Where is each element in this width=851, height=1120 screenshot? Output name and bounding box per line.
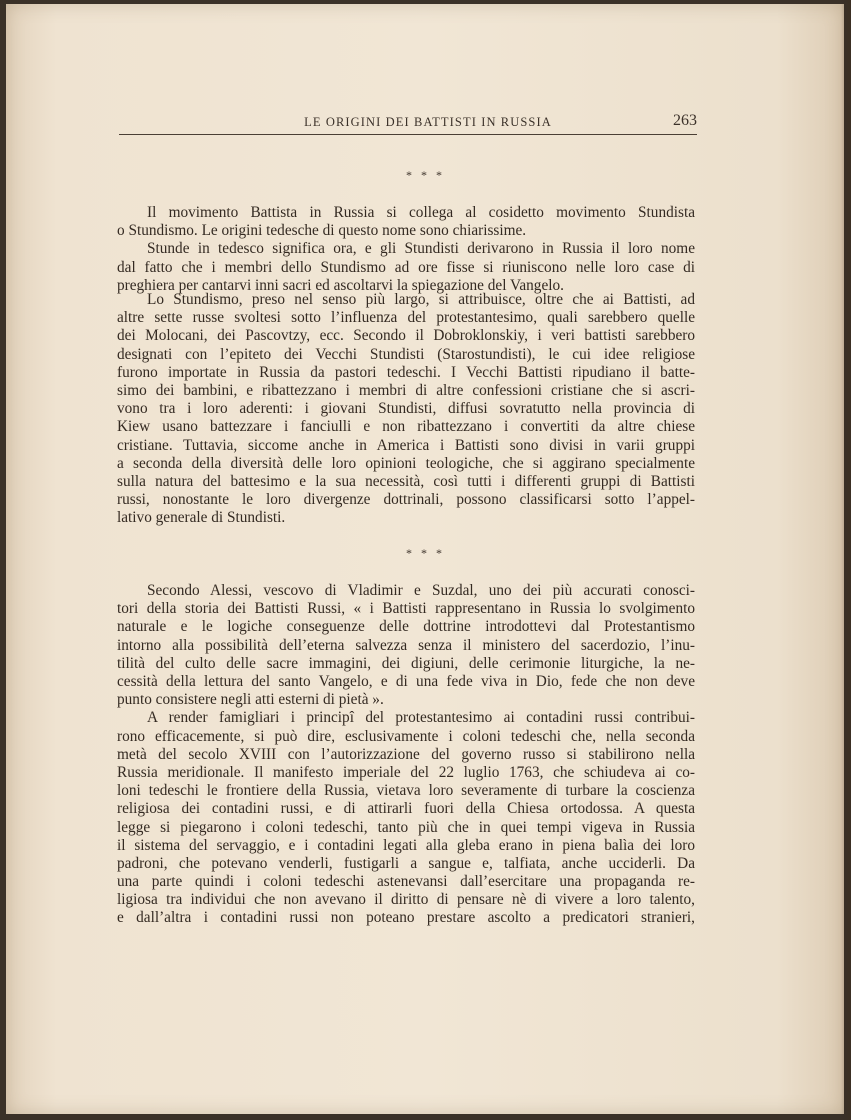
text-line: simo dei bambini, e ribattezzano i membri di altre confessioni cristiane che si ascri- (117, 381, 695, 399)
text-line: religiosa dei contadini russi, e di attirarli fuori della Chiesa ortodossa. A questa (117, 800, 695, 818)
text-line: dal fatto che i membri dello Stundismo ad ore fisse si riuniscono nelle loro case di (117, 258, 695, 276)
text-line: loni tedeschi le frontiere della Russia, vietava loro severamente di turbare la coscienza (117, 782, 695, 800)
text-line: Il movimento Battista in Russia si collega al cosidetto movimento Stundista (147, 204, 695, 221)
text-line: furono importate in Russia da pastori tedeschi. I Vecchi Battisti ripudiano il batte- (117, 363, 695, 381)
text-line: Lo Stundismo, preso nel senso più largo, si attribuisce, oltre che ai Battisti, ad (147, 291, 695, 308)
text-line: metà del secolo XVIII con l’autorizzazione del governo russo si stabilirono nella (117, 745, 695, 763)
paragraph-1 (117, 204, 695, 240)
running-head (119, 114, 697, 135)
text-line: designati con l’epiteto dei Vecchi Stundisti (Starostundisti), le cui idee religiose (117, 345, 695, 363)
text-line: padroni, che potevano venderli, fustigarli a sangue e, talfiata, anche ucciderli. Da (117, 854, 695, 872)
text-line: o Stundismo. Le origini tedesche di questo nome sono chiarissime. (117, 222, 527, 240)
text-line: sulla natura del battesimo e la sua necessità, così tutti i differenti gruppi di Battisti (117, 472, 695, 490)
text-line: il sistema del servaggio, e i contadini legati alla gleba erano in piena balìa dei loro (117, 836, 695, 854)
section-separator-1: * * * (406, 168, 445, 182)
text-line: A render famigliari i principî del protestantesimo ai contadini russi contribui- (147, 709, 695, 727)
text-line: e dall’altra i contadini russi non poteano prestare ascolto a predicatori stranieri, (117, 909, 695, 927)
text-line: tori della storia dei Battisti Russi, « i Battisti rappresentano in Russia lo svolgimento (117, 600, 695, 618)
text-line: Stunde in tedesco significa ora, e gli Stundisti derivarono in Russia il loro nome (147, 240, 695, 258)
paragraph-3 (117, 291, 695, 527)
text-line: a seconda della diversità delle loro opinioni teologiche, che si aggirano specialmente (117, 454, 695, 472)
text-line: punto consistere negli atti esterni di pietà ». (117, 691, 384, 709)
text-line: russi, nonostante le loro divergenze dottrinali, possono classificarsi sotto l’appel- (117, 491, 695, 509)
section-separator-2: * * * (406, 546, 445, 560)
text-line: Kiew usano battezzare i fanciulli e non ribattezzano i convertiti da altre chiese (117, 418, 695, 436)
text-line: naturale e le logiche conseguenze delle dottrine introdottevi dal Protestantismo (117, 618, 695, 636)
text-line: cessità della lettura del santo Vangelo, e di una fede viva in Dio, fede che non deve (117, 672, 695, 690)
text-line: legge si piegarono i coloni tedeschi, tanto più che in quei tempi vigeva in Russia (117, 818, 695, 836)
running-title: LE ORIGINI DEI BATTISTI IN RUSSIA (304, 115, 552, 129)
paragraph-2 (117, 240, 695, 295)
text-line: rono efficacemente, si può dire, esclusivamente i coloni tedeschi che, nella seconda (117, 727, 695, 745)
text-line: altre sette russe svoltesi sotto l’influenza del protestantesimo, quali sarebbero quelle (117, 309, 695, 327)
text-line: Russia meridionale. Il manifesto imperiale del 22 luglio 1763, che schiudeva ai co- (117, 763, 695, 781)
text-line: una parte quindi i coloni tedeschi astenevansi dall’esercitare una propaganda re- (117, 873, 695, 891)
text-line: dei Molocani, dei Pascovtzy, ecc. Secondo il Dobroklonskiy, i veri battisti sarebbero (117, 327, 695, 345)
text-line: preghiera per cantarvi inni sacri ed ascoltarvi la spiegazione del Vangelo. (117, 276, 564, 294)
text-line: cristiane. Tuttavia, siccome anche in America i Battisti sono divisi in varii gruppi (117, 436, 695, 454)
text-line: Secondo Alessi, vescovo di Vladimir e Suzdal, uno dei più accurati conosci- (147, 582, 695, 599)
text-line: ligiosa tra individui che non avevano il diritto di pensare nè di vivere a loro talento, (117, 891, 695, 909)
page-number: 263 (673, 112, 697, 129)
text-line: lativo generale di Stundisti. (117, 509, 286, 527)
text-line: intorno alla possibilità dell’eterna salvezza senza il ministero del sacerdozio, l’inu- (117, 636, 695, 654)
text-line: vono tra i loro aderenti: i giovani Stundisti, diffusi sovratutto nella provincia di (117, 400, 695, 418)
paragraph-4 (117, 582, 695, 709)
text-line: tilità del culto delle sacre immagini, dei digiuni, delle cerimonie liturgiche, la ne- (117, 654, 695, 672)
paragraph-5 (117, 709, 695, 927)
